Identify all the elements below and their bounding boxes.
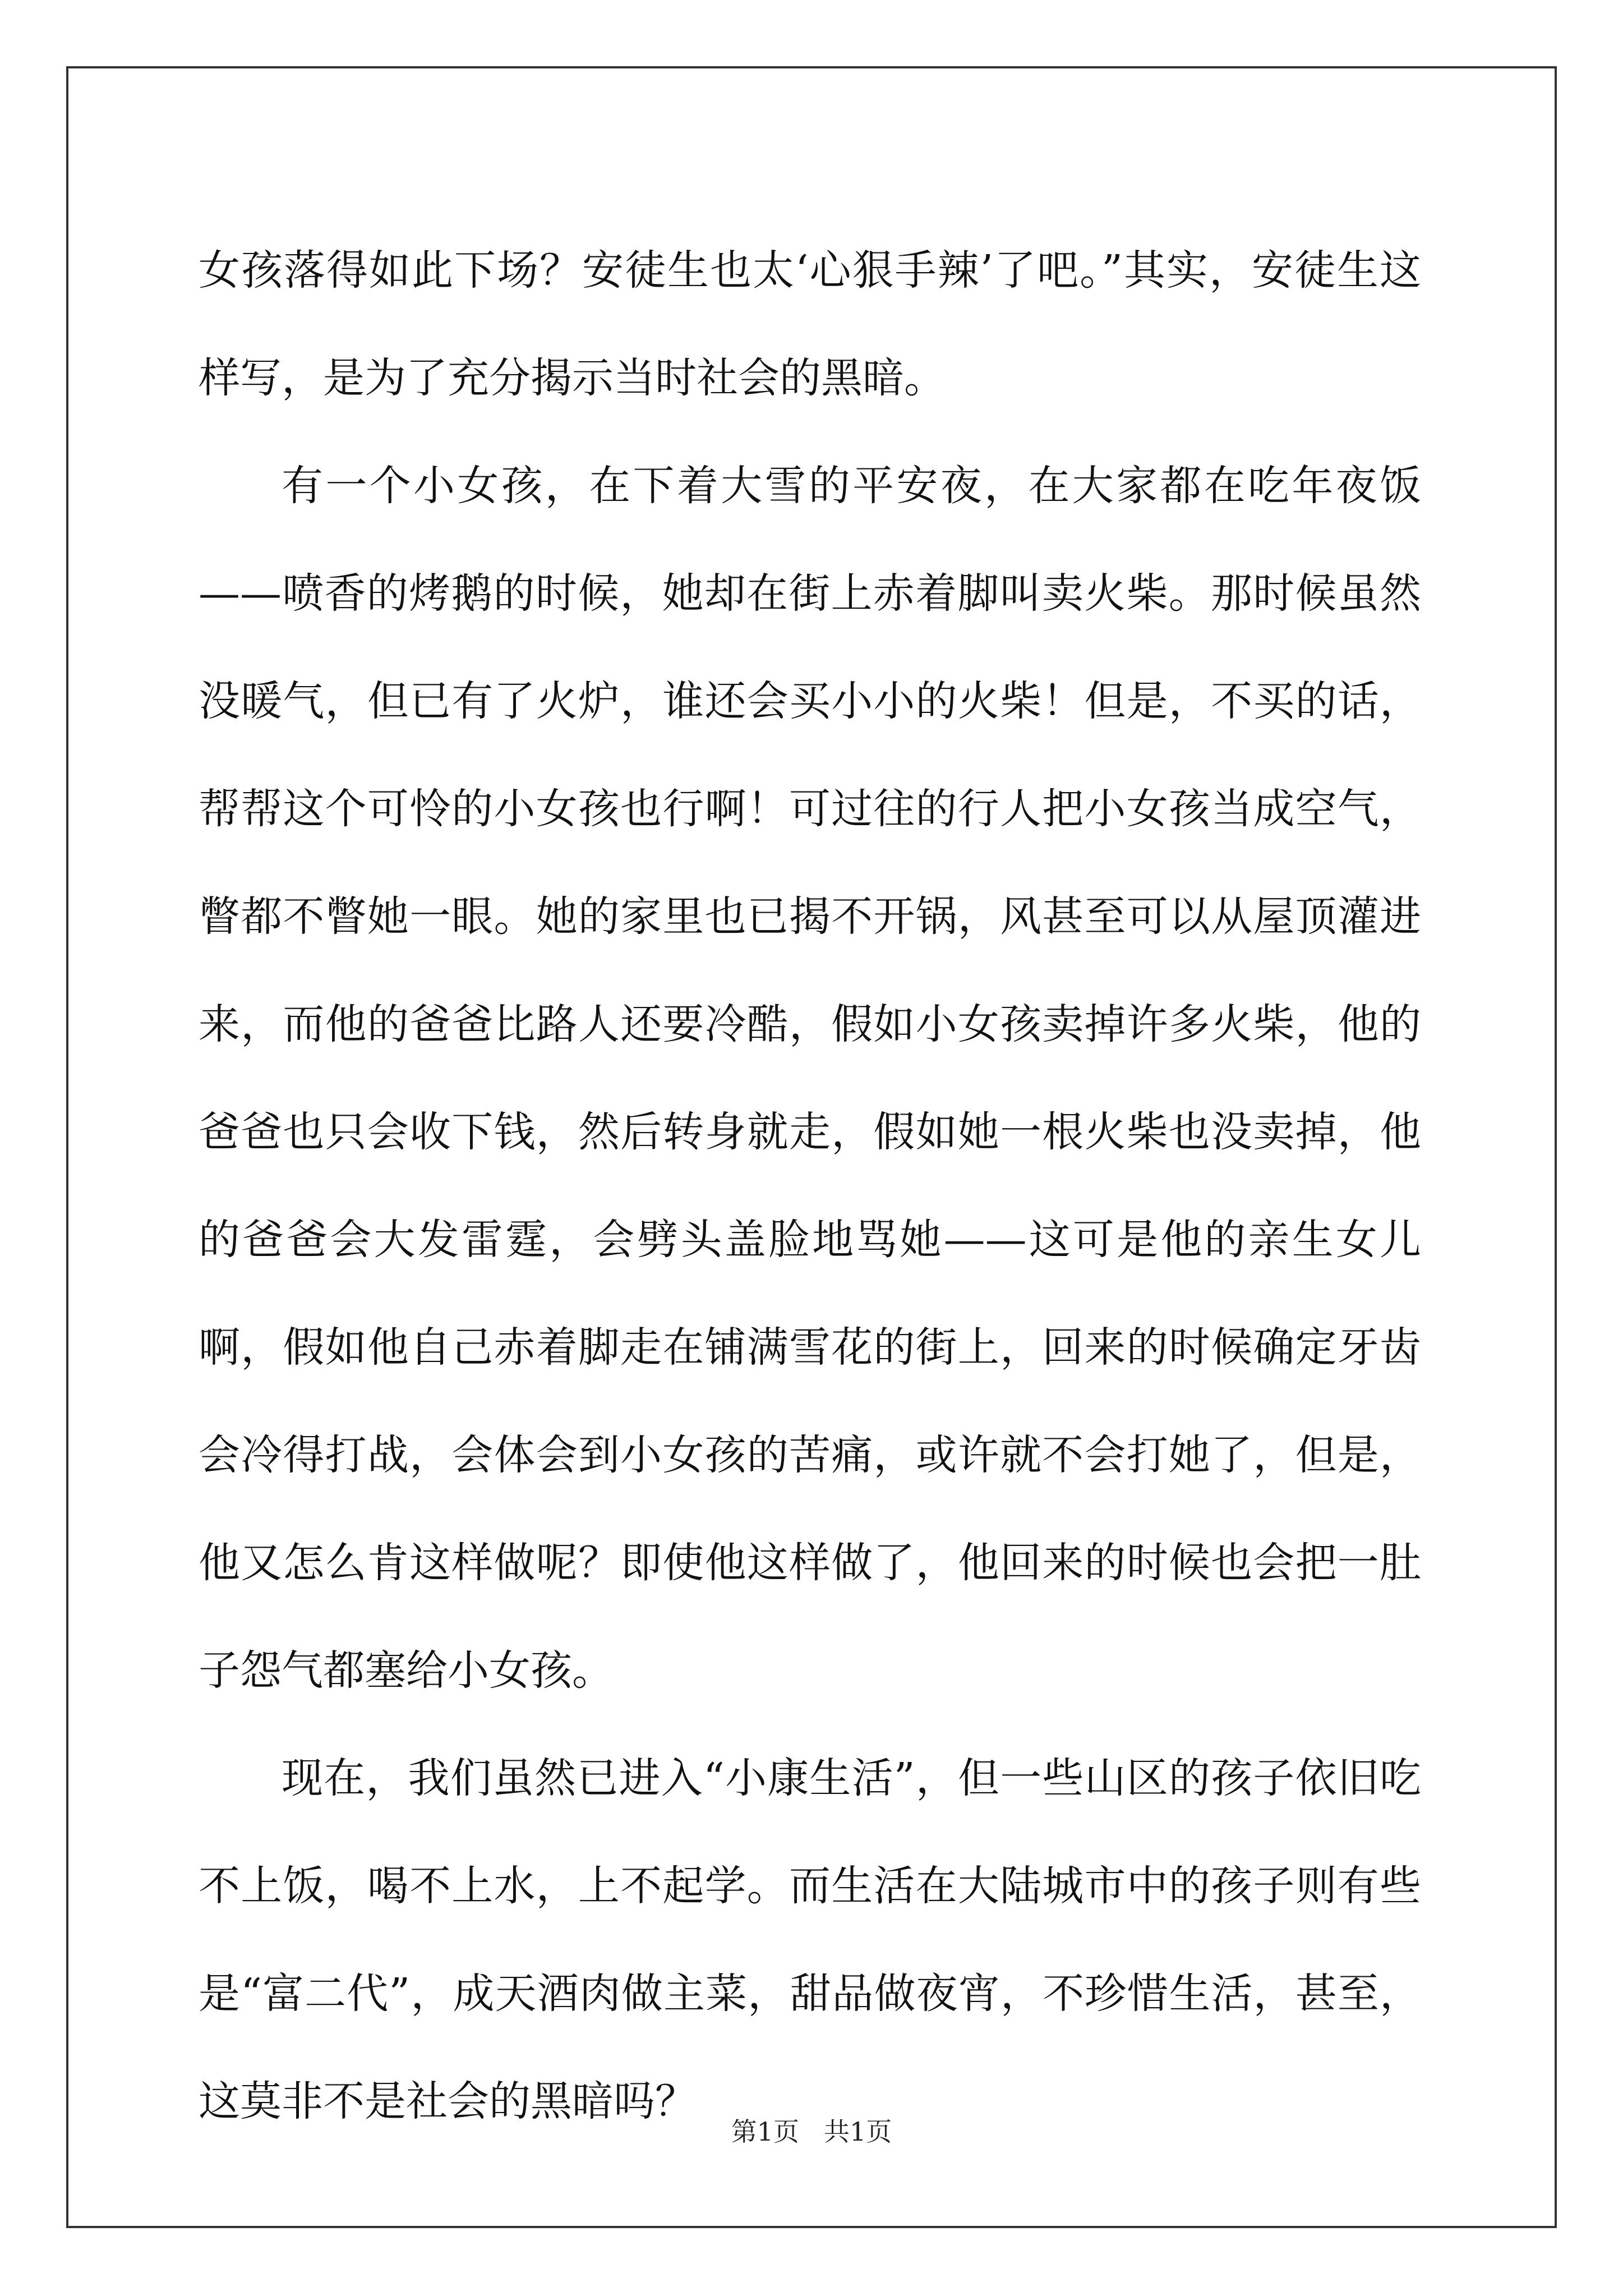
document-body <box>199 217 1421 2155</box>
page-footer <box>0 2115 1623 2148</box>
page-total: 共1页 <box>823 2116 892 2147</box>
footer-gap <box>799 2116 824 2147</box>
page-number: 第1页 <box>731 2116 800 2147</box>
paragraph-3: 现在，我们虽然已进入“小康生活”，但一些山区的孩子依旧吃不上饭，喝不上水，上不起学。而生活在大陆城市中的孩子则有些是“富二代”，成天酒肉做主菜，甜品做夜宵，不珍惜生活，甚至，这莫非不是社会的黑暗吗？ <box>199 1754 1421 2125</box>
paragraph-1: 女孩落得如此下场？安徒生也太‘心狠手辣’了吧。”其实，安徒生这样写，是为了充分揭示当时社会的黑暗。 <box>199 246 1421 402</box>
paragraph-2: 有一个小女孩，在下着大雪的平安夜，在大家都在吃年夜饭——喷香的烤鹅的时候，她却在街上赤着脚叫卖火柴。那时候虽然没暖气，但已有了火炉，谁还会买小小的火柴！但是，不买的话，帮帮这个可怜的小女孩也行啊！可过往的行人把小女孩当成空气，瞥都不瞥她一眼。她的家里也已揭不开锅，风甚至可以从屋顶灌进来，而他的爸爸比路人还要冷酷，假如小女孩卖掉许多火柴，他的爸爸也只会收下钱，然后转身就走，假如她一根火柴也没卖掉，他的爸爸会大发雷霆，会劈头盖脸地骂她——这可是他的亲生女儿啊，假如他自己赤着脚走在铺满雪花的街上，回来的时候确定牙齿会冷得打战，会体会到小女孩的苦痛，或许就不会打她了，但是，他又怎么肯这样做呢？即使他这样做了，他回来的时候也会把一肚子怨气都塞给小女孩。 <box>199 462 1421 1695</box>
